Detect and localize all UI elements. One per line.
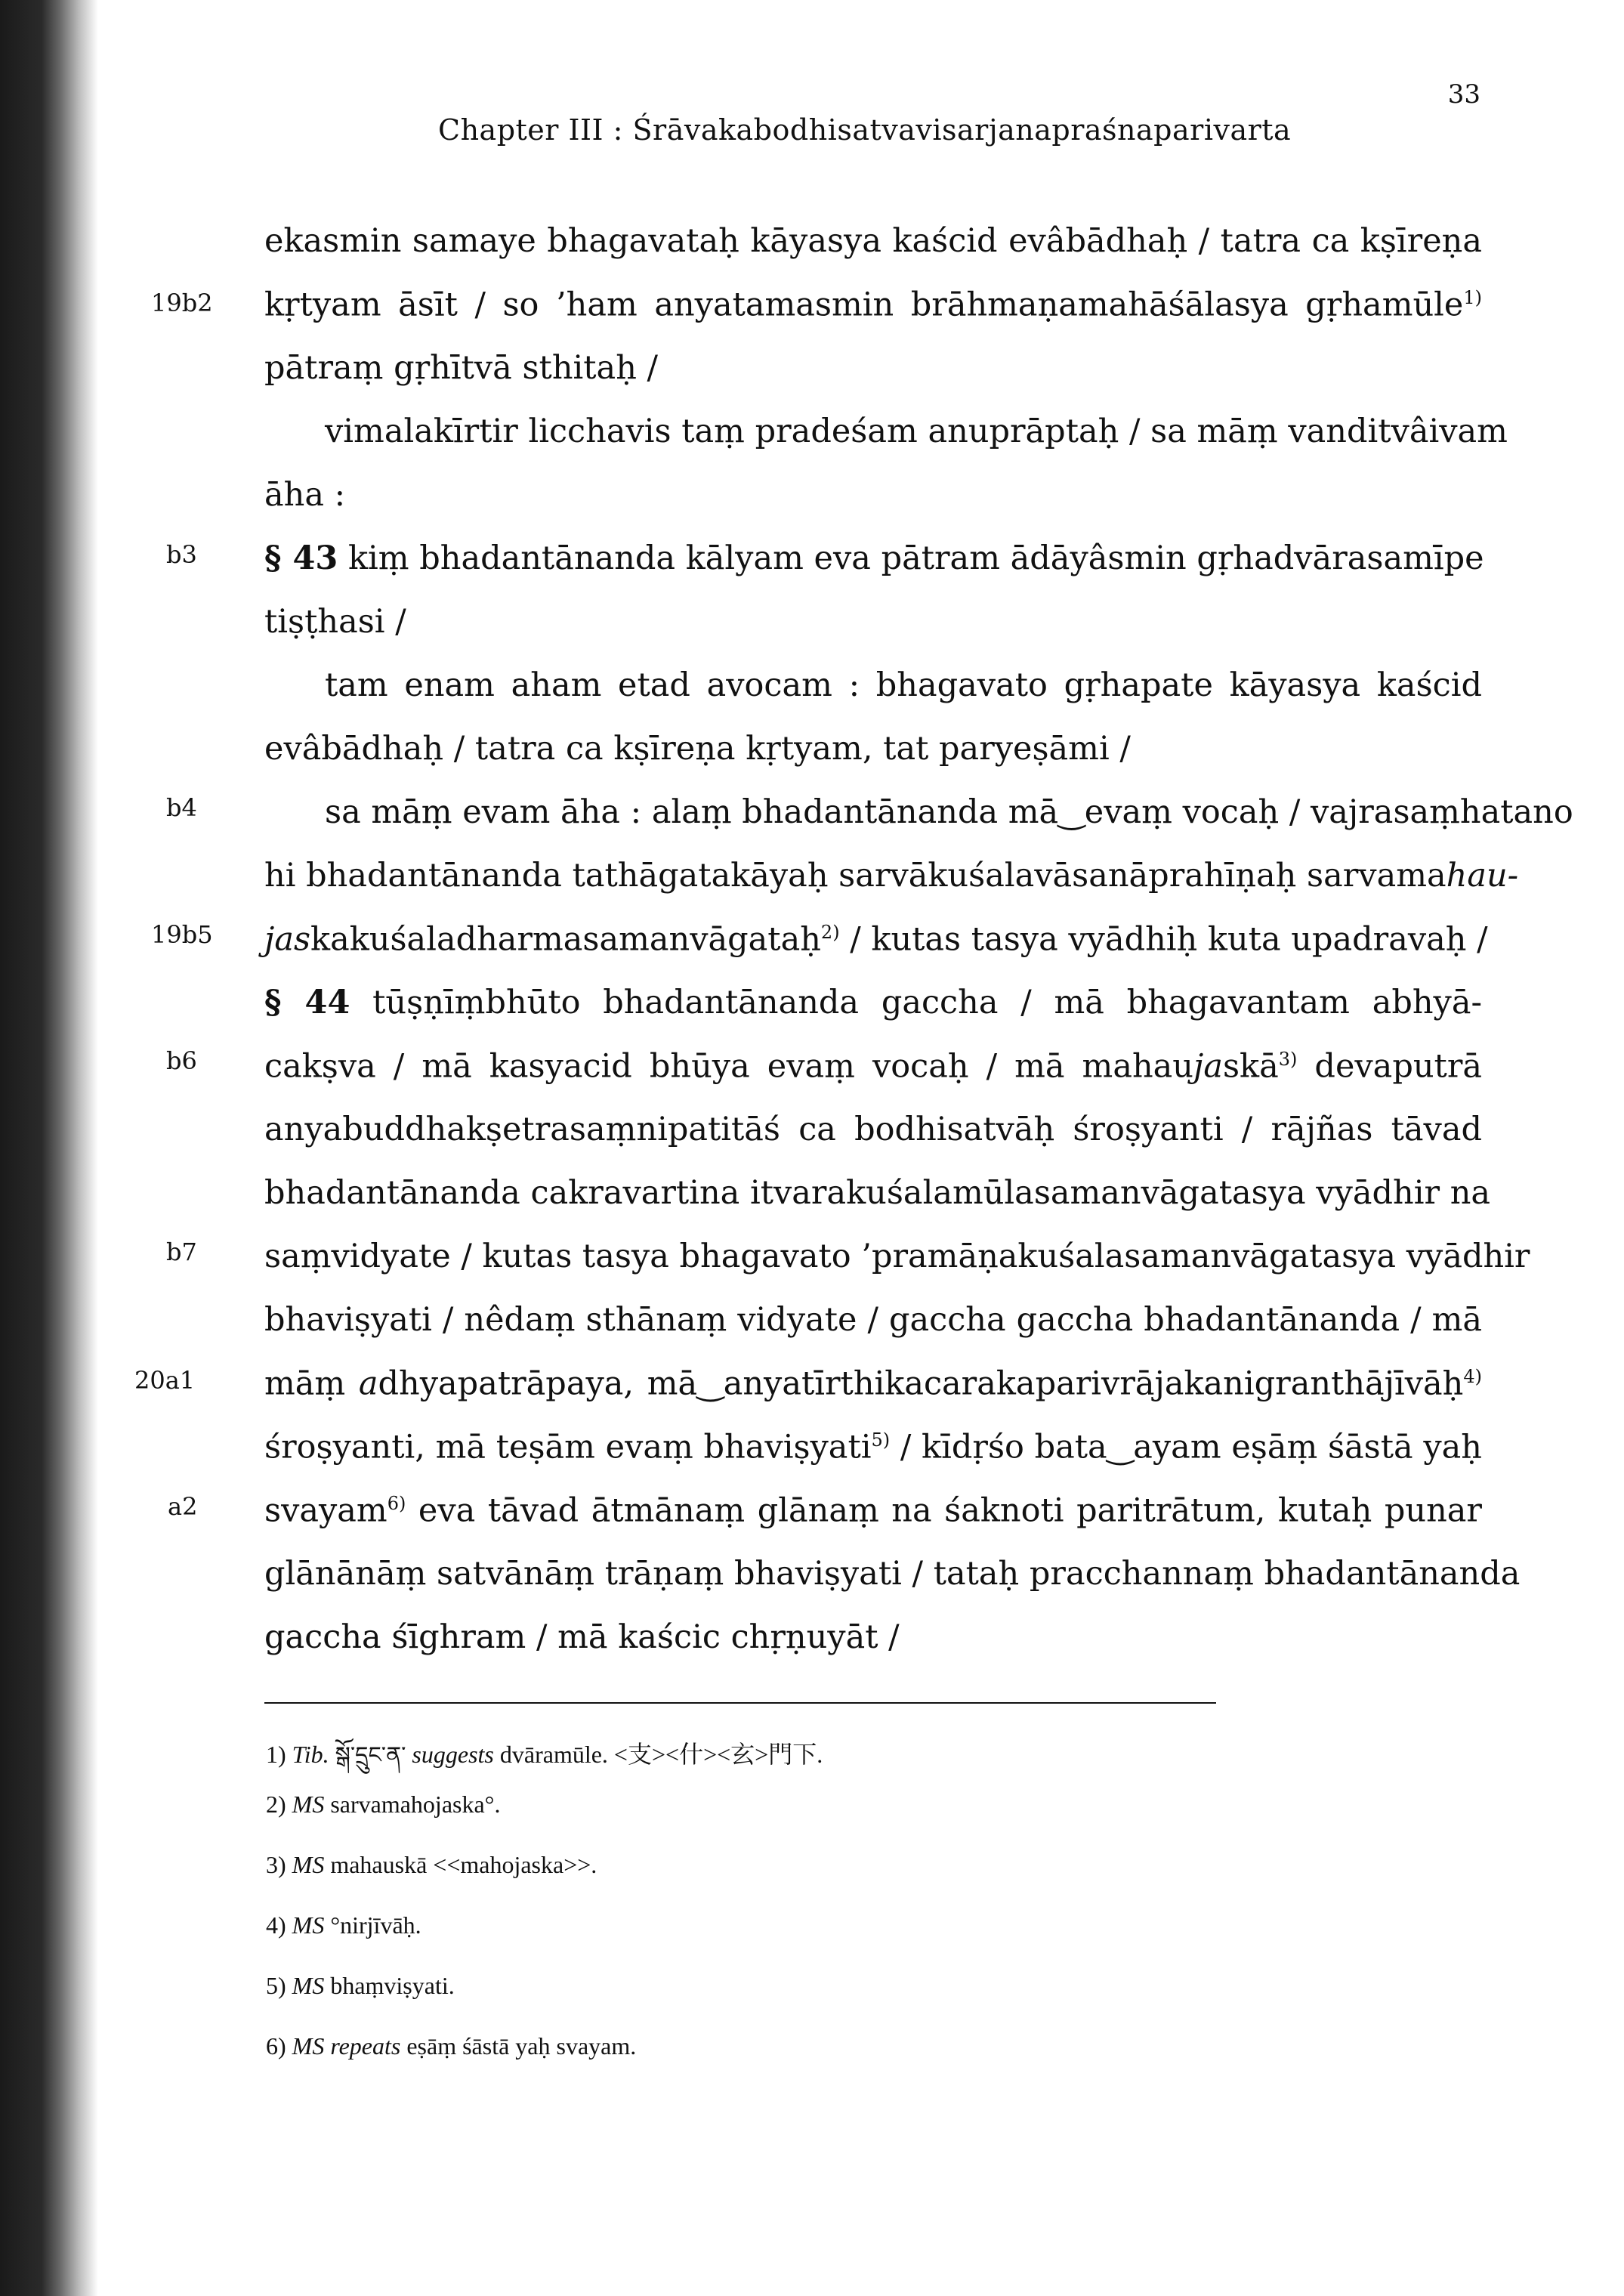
footnote-separator xyxy=(264,1702,1216,1704)
footnote-text: dvāramūle. <支><什><玄>門下. xyxy=(499,1741,823,1768)
text-line: evâbādhaḥ / tatra ca kṣīreṇa kṛtyam, tat paryeṣāmi / xyxy=(264,730,1131,768)
footnote-text: mahauskā <<mahojaska>>. xyxy=(330,1851,597,1878)
footnote-ref: 6) xyxy=(387,1493,406,1514)
footnote-text: suggests xyxy=(412,1741,494,1768)
text-line: glānānāṃ satvānāṃ trāṇaṃ bhaviṣyati / tataḥ pracchannaṃ bhadantānanda xyxy=(264,1555,1521,1593)
footnote-text: °nirjīvāḥ. xyxy=(330,1911,421,1939)
footnote-ref: 4) xyxy=(1463,1366,1483,1387)
footnote-ref: 5) xyxy=(871,1429,891,1451)
text-line: tiṣṭhasi / xyxy=(264,603,406,641)
text-line: saṃvidyate / kutas tasya bhagavato ’pramāṇakuśalasamanvāgatasya vyādhir xyxy=(264,1238,1530,1275)
text-line xyxy=(264,1047,1483,1086)
margin-ref: 19b5 xyxy=(151,920,213,949)
text-line xyxy=(264,984,1483,1021)
footnote-number: 6) xyxy=(266,2032,286,2060)
text-line xyxy=(264,286,1482,324)
footnote-number: 1) xyxy=(266,1741,286,1768)
footnote-number: 2) xyxy=(266,1791,286,1818)
text-span: svayam xyxy=(264,1491,387,1530)
text-span: tūṣṇīṃbhūto bhadantānanda gaccha / mā bhagavantam abhyā- xyxy=(372,984,1483,1021)
text-line: bhadantānanda cakravartina itvarakuśalamūlasamanvāgatasya vyādhir na xyxy=(264,1174,1491,1212)
text-span: / kutas tasya vyādhiḥ kuta upadravaḥ / xyxy=(839,920,1488,959)
footnote xyxy=(266,1730,823,1794)
page-number: 33 xyxy=(1447,79,1480,110)
text-span: dhyapatrāpaya, mā‿anyatīrthikacarakaparivrājakanigranthājīvāḥ xyxy=(378,1364,1464,1403)
text-line xyxy=(264,539,1484,577)
text-span: kṛtyam āsīt / so ’ham anyatamasmin brāhmaṇamahāśālasya gṛhamūle xyxy=(264,286,1464,324)
footnote-text: bhaṃviṣyati. xyxy=(330,1972,455,1999)
text-line: gaccha śīghram / mā kaścic chṛṇuyāt / xyxy=(264,1618,900,1656)
footnote-text: MS xyxy=(292,1851,325,1878)
text-line xyxy=(264,920,1488,959)
text-span-italic: a xyxy=(358,1364,378,1403)
footnote-text: eṣāṃ śāstā yaḥ svayam. xyxy=(406,2032,637,2060)
section-number: § 43 xyxy=(264,539,338,577)
text-line: āha : xyxy=(264,476,346,514)
text-span: cakṣva / mā kasyacid bhūya evaṃ vocaḥ / mā mahau xyxy=(264,1047,1193,1086)
footnote-ref: 3) xyxy=(1278,1049,1298,1070)
footnote-ref: 1) xyxy=(1463,287,1482,308)
margin-ref: a2 xyxy=(168,1492,198,1521)
margin-ref: b6 xyxy=(166,1046,197,1075)
text-line: ekasmin samaye bhagavataḥ kāyasya kaścid evâbādhaḥ / tatra ca kṣīreṇa xyxy=(264,222,1482,260)
text-span: māṃ xyxy=(264,1364,359,1403)
footnote xyxy=(266,1911,421,1939)
text-span-italic: ja xyxy=(1193,1047,1223,1086)
text-span-italic: jas xyxy=(264,920,311,959)
text-line: sa māṃ evam āha : alaṃ bhadantānanda mā‿evaṃ vocaḥ / vajrasaṃhatano xyxy=(325,793,1573,831)
text-line xyxy=(264,857,1519,895)
text-span: devaputrā xyxy=(1297,1047,1483,1086)
footnote-number: 4) xyxy=(266,1911,286,1939)
footnote-ref: 2) xyxy=(820,922,840,943)
margin-ref: b7 xyxy=(166,1238,197,1266)
footnote-text: MS xyxy=(292,1911,325,1939)
margin-ref: 19b2 xyxy=(151,289,213,317)
text-line: tam enam aham etad avocam : bhagavato gṛhapate kāyasya kaścid xyxy=(325,666,1482,704)
footnote-text: repeats xyxy=(330,2032,401,2060)
footnote xyxy=(266,2032,636,2060)
footnote-text: MS xyxy=(292,1972,325,1999)
margin-ref: 20a1 xyxy=(134,1366,196,1395)
margin-ref: b3 xyxy=(166,540,197,569)
margin-ref: b4 xyxy=(166,793,197,822)
footnote-text: Tib. xyxy=(292,1741,329,1768)
text-line xyxy=(264,1428,1482,1466)
footnote-text: MS xyxy=(292,1791,325,1818)
text-span: hi bhadantānanda tathāgatakāyaḥ sarvākuśalavāsanāprahīṇaḥ sarvama xyxy=(264,857,1446,895)
text-line xyxy=(264,1364,1483,1403)
text-span: skā xyxy=(1222,1047,1279,1086)
scanned-binding-edge xyxy=(0,0,98,2296)
running-head: Chapter III : Śrāvakabodhisatvavisarjanapraśnaparivarta xyxy=(438,113,1292,147)
text-line: pātraṃ gṛhītvā sthitaḥ / xyxy=(264,349,659,387)
text-line xyxy=(264,1491,1482,1530)
section-number: § 44 xyxy=(264,984,350,1021)
text-span: śroṣyanti, mā teṣām evaṃ bhaviṣyati xyxy=(264,1428,872,1466)
text-line: anyabuddhakṣetrasaṃnipatitāś ca bodhisatvāḥ śroṣyanti / rājñas tāvad xyxy=(264,1111,1482,1148)
tibetan-text: སྒོ་དྲུང་ན་ xyxy=(335,1742,406,1769)
footnote-number: 3) xyxy=(266,1851,286,1878)
text-span: eva tāvad ātmānaṃ glānaṃ na śaknoti paritrātum, kutaḥ punar xyxy=(406,1491,1482,1530)
footnote xyxy=(266,1791,500,1819)
footnote-text: sarvamahojaska°. xyxy=(330,1791,501,1818)
text-span-italic: hau- xyxy=(1446,857,1519,895)
footnote xyxy=(266,1851,597,1879)
text-span: kiṃ bhadantānanda kālyam eva pātram ādāyâsmin gṛhadvārasamīpe xyxy=(347,539,1484,577)
text-line: bhaviṣyati / nêdaṃ sthānaṃ vidyate / gaccha gaccha bhadantānanda / mā xyxy=(264,1301,1482,1339)
text-line: vimalakīrtir licchavis taṃ pradeśam anuprāptaḥ / sa māṃ vanditvâivam xyxy=(325,413,1508,450)
text-span: kakuśaladharmasamanvāgataḥ xyxy=(310,920,821,959)
footnote xyxy=(266,1972,455,2000)
footnote-text: MS xyxy=(292,2032,325,2060)
footnote-number: 5) xyxy=(266,1972,286,1999)
text-span: / kīdṛśo bata‿ayam eṣāṃ śāstā yaḥ xyxy=(890,1428,1482,1466)
